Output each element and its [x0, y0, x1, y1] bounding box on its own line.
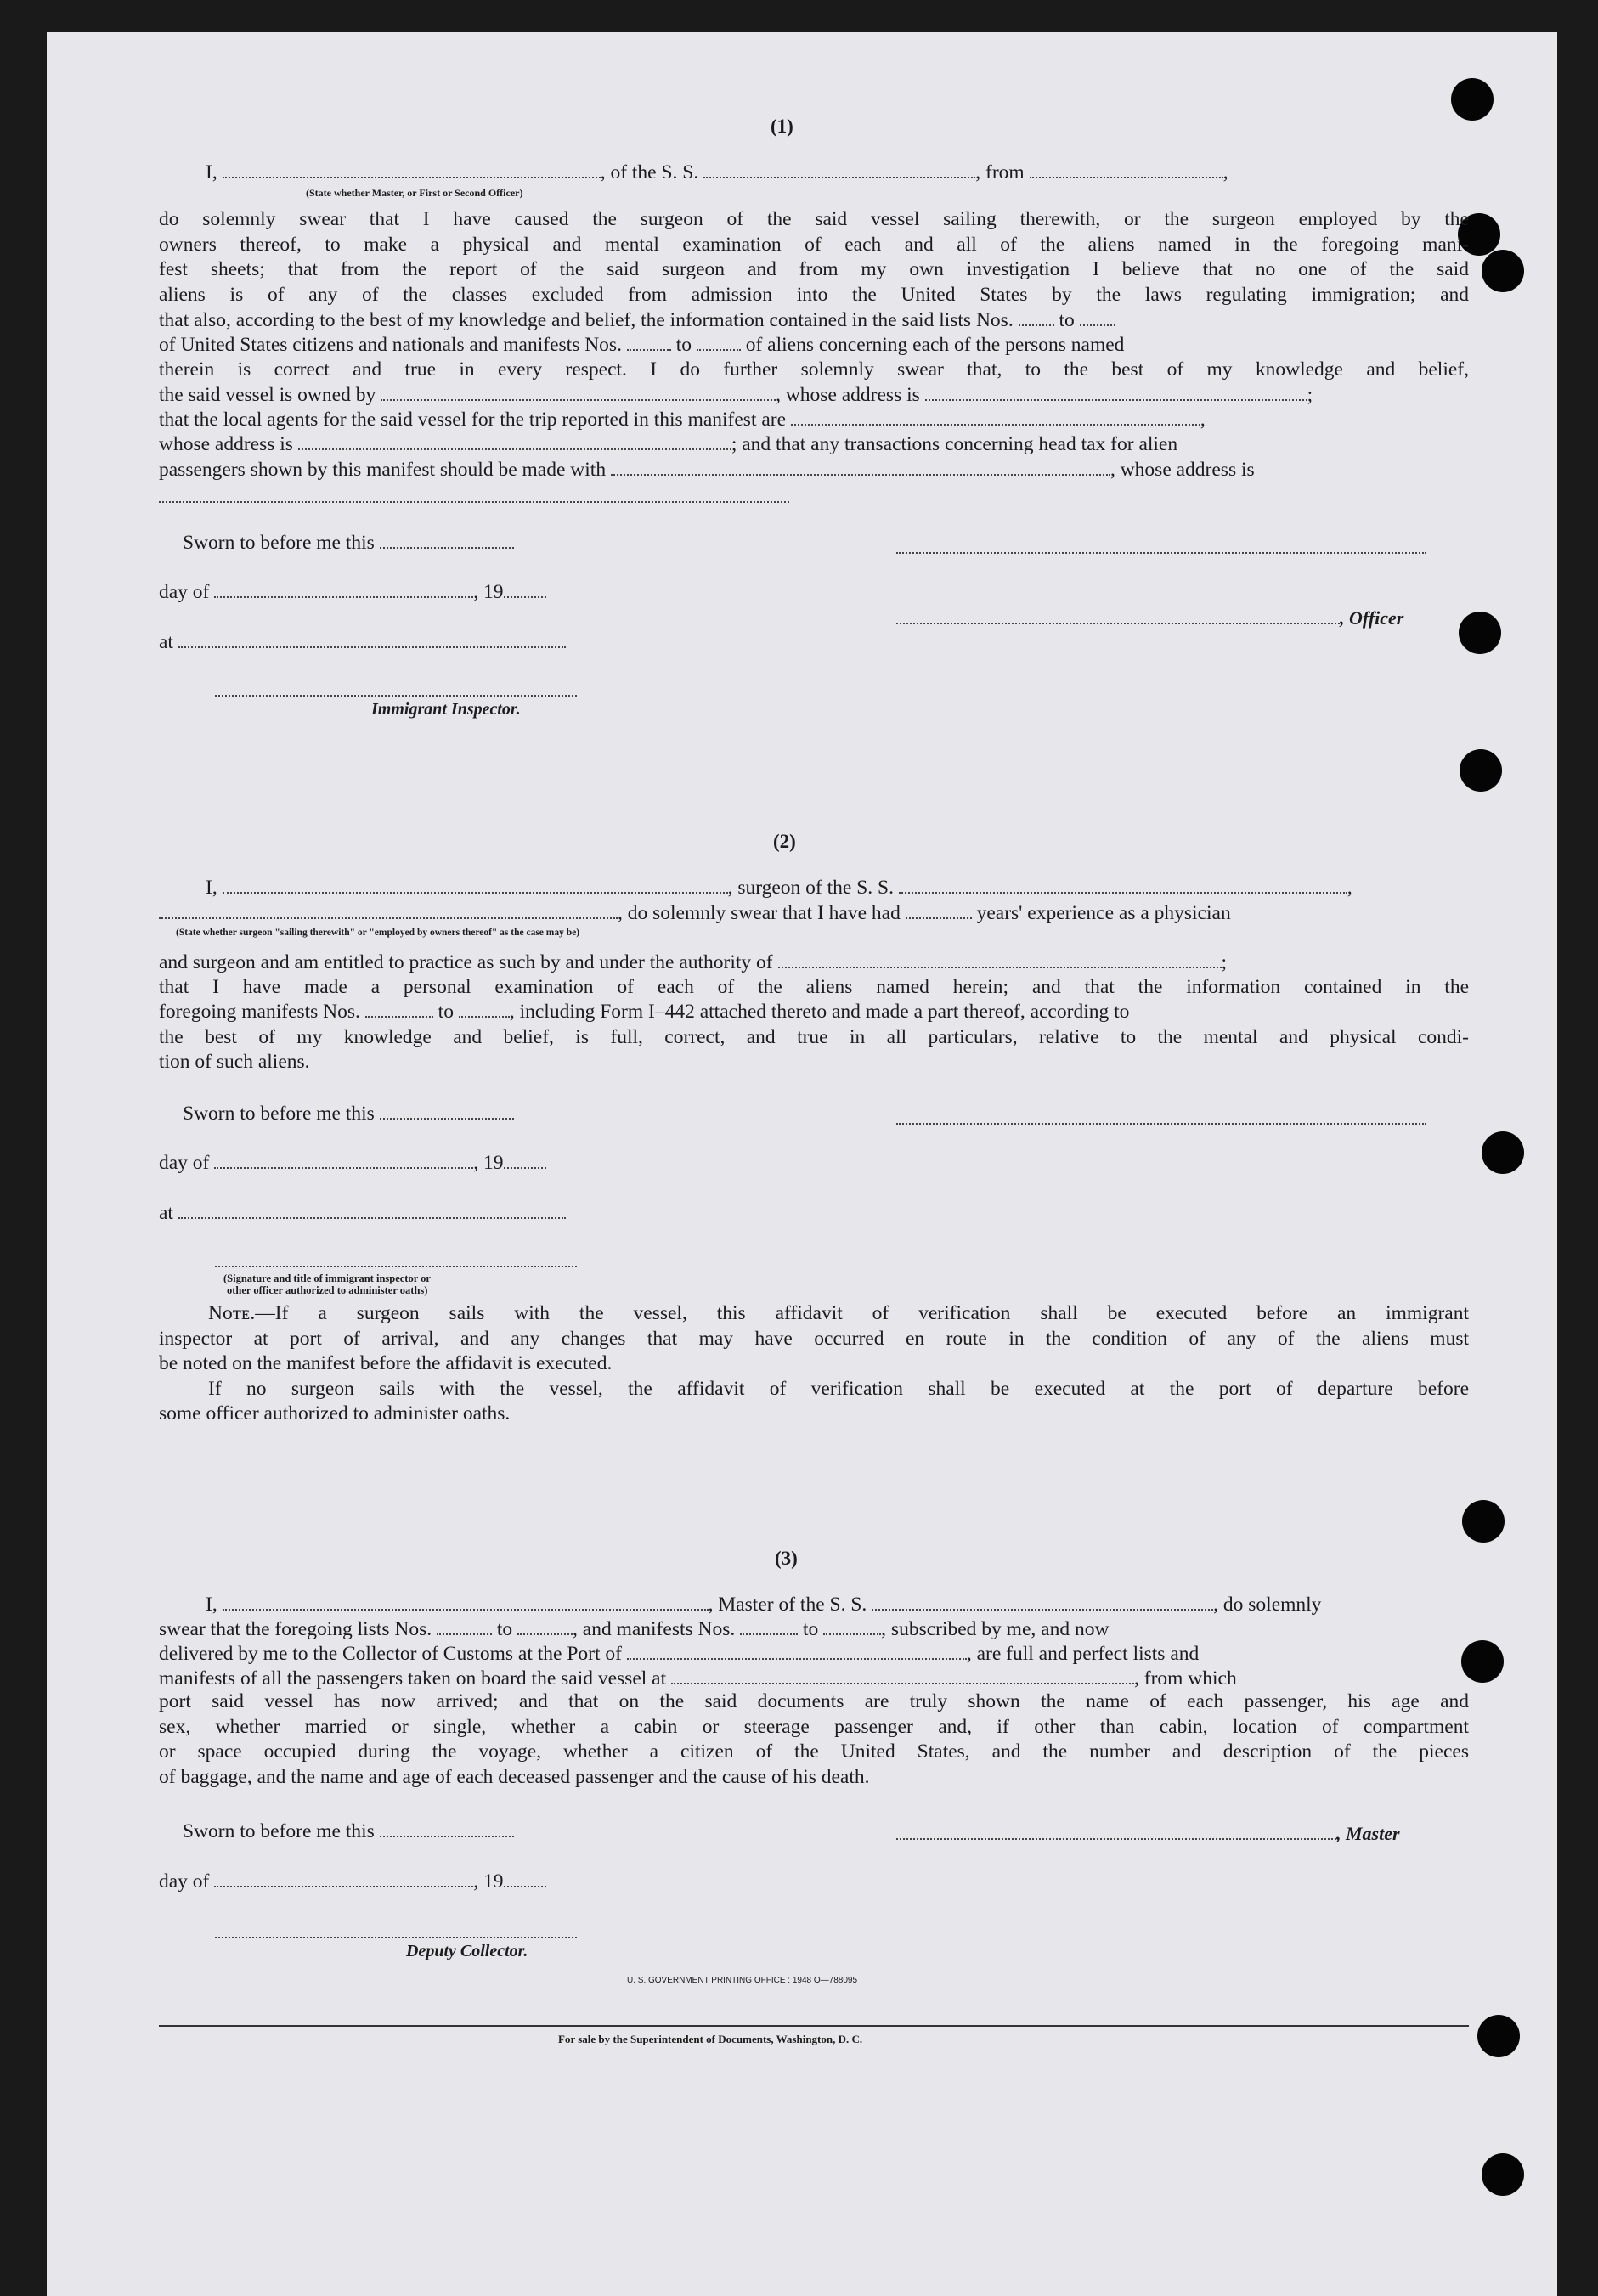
gpo-imprint: U. S. GOVERNMENT PRINTING OFFICE : 1948 O—788095	[627, 1976, 858, 1985]
immigrant-inspector-label: Immigrant Inspector.	[371, 700, 521, 719]
sec3-line2: swear that the foregoing lists Nos. to , and manifests Nos. to , subscribed by me, and now	[159, 1618, 1110, 1640]
sec3-lists-from-field[interactable]	[437, 1618, 492, 1635]
sec3-master-line: , Master	[896, 1823, 1400, 1846]
master-name-field[interactable]	[223, 1594, 709, 1611]
sec2-line4: that I have made a personal examination of each of the aliens named herein; and that the information contained in the	[159, 976, 1469, 998]
sec2-line6: the best of my knowledge and belief, is full, correct, and true in all particulars, relative to the mental and physical condi-	[159, 1026, 1469, 1048]
lists-to-field[interactable]	[1080, 309, 1115, 326]
deputy-collector-label: Deputy Collector.	[406, 1942, 528, 1960]
practice-authority-field[interactable]	[778, 951, 1222, 968]
from-port-field[interactable]	[1030, 161, 1223, 178]
sale-notice: For sale by the Superintendent of Documents, Washington, D. C.	[558, 2033, 863, 2045]
sec1-line9: the said vessel is owned by , whose address is ;	[159, 384, 1313, 406]
sec1-line11: whose address is ; and that any transactions concerning head tax for alien	[159, 433, 1178, 455]
vessel-owner-field[interactable]	[381, 384, 776, 401]
collector-signature-line[interactable]	[215, 1937, 577, 1938]
sec1-officer-field[interactable]	[896, 607, 1340, 624]
sec3-sworn: Sworn to before me this	[183, 1820, 514, 1843]
boarding-port-field[interactable]	[671, 1667, 1134, 1684]
footer-rule	[159, 2025, 1469, 2027]
sec2-year-field[interactable]	[504, 1152, 546, 1169]
sec1-line10: that the local agents for the said vessel for the trip reported in this manifest are ,	[159, 409, 1206, 431]
years-experience-field[interactable]	[906, 902, 972, 919]
sec1-month-field[interactable]	[214, 581, 473, 598]
surgeon-status-note: (State whether surgeon "sailing therewith" or "employed by owners thereof" as the case may be)	[176, 928, 580, 938]
binder-hole-3	[1482, 250, 1524, 292]
section-3-number: (3)	[775, 1548, 798, 1569]
sec1-year-field[interactable]	[504, 581, 546, 598]
manifests-to-field[interactable]	[697, 334, 741, 351]
sec2-sworn: Sworn to before me this	[183, 1103, 514, 1125]
sec2-line3: and surgeon and am entitled to practice as such by and under the authority of ;	[159, 951, 1228, 973]
manifests-from-field[interactable]	[627, 334, 671, 351]
binder-hole-9	[1477, 2015, 1520, 2057]
lists-from-field[interactable]	[1019, 309, 1054, 326]
sig-note-2: other officer authorized to administer oaths)	[227, 1284, 428, 1296]
officer-title-field[interactable]	[223, 161, 601, 178]
binder-hole-10	[1482, 2153, 1524, 2196]
sec2-line5: foregoing manifests Nos. to , including Form I–442 attached thereto and made a part thereof, according to	[159, 1001, 1130, 1023]
binder-hole-1	[1451, 78, 1494, 121]
sec2-vessel-field[interactable]	[899, 877, 1347, 894]
sec3-month-field[interactable]	[214, 1870, 473, 1887]
sec3-year-field[interactable]	[504, 1870, 546, 1887]
surgeon-status-field[interactable]	[159, 902, 618, 919]
sec2-at: at	[159, 1202, 566, 1225]
sec3-line1: I, , Master of the S. S. , do solemnly	[206, 1594, 1322, 1616]
sec3-dayof: day of , 19	[159, 1870, 546, 1893]
sec2-dayof: day of , 19	[159, 1152, 546, 1175]
agents-address-field[interactable]	[298, 433, 731, 450]
sec1-line12: passengers shown by this manifest should be made with , whose address is	[159, 459, 1255, 481]
sec1-line7: of United States citizens and nationals and manifests Nos. to of aliens concerning each of the persons named	[159, 334, 1125, 356]
surgeon-signature-line[interactable]	[896, 1123, 1426, 1125]
sec1-sworn: Sworn to before me this	[183, 532, 514, 555]
binder-hole-8	[1461, 1640, 1504, 1683]
local-agents-field[interactable]	[791, 409, 1200, 426]
owner-address-field[interactable]	[925, 384, 1307, 401]
sec1-officer-line: , Officer	[896, 607, 1403, 630]
sec2-manifest-to-field[interactable]	[459, 1001, 510, 1018]
sec1-line6: that also, according to the best of my knowledge and belief, the information contained in the said lists Nos. to	[159, 309, 1469, 332]
master-signature-field[interactable]	[896, 1823, 1336, 1840]
sec2-line1: I, , surgeon of the S. S. ,	[206, 877, 1352, 899]
sec1-body: do solemnly swear that I have caused the surgeon of the said vessel sailing therewith, or the surgeon employed by the owners thereof, to make a physical and mental examination of each and all of the aliens named in the foregoing mani- fest sheets; that from the report of the said surgeon and from my own investigation I believe that no one of the said aliens is of any of the classes excluded from admission into the United States by the laws regulating immigration; and	[159, 208, 1469, 306]
inspector-signature-line[interactable]	[215, 695, 577, 697]
sec3-manifests-to-field[interactable]	[823, 1618, 881, 1635]
sec1-dayof: day of , 19	[159, 581, 546, 604]
head-tax-address-field[interactable]	[159, 501, 789, 503]
sec3-vessel-field[interactable]	[872, 1594, 1213, 1611]
section-2-number: (2)	[773, 831, 796, 852]
section-1-number: (1)	[771, 116, 793, 137]
sec2-month-field[interactable]	[214, 1152, 473, 1169]
form-page	[47, 32, 1557, 2296]
binder-hole-5	[1460, 749, 1502, 792]
sig-note-1: (Signature and title of immigrant inspector or	[223, 1272, 431, 1284]
surgeon-name-field[interactable]	[223, 877, 728, 894]
sec3-sworn-day-field[interactable]	[380, 1820, 514, 1837]
sec2-place-field[interactable]	[178, 1202, 566, 1219]
binder-hole-4	[1459, 612, 1501, 654]
sec3-body: port said vessel has now arrived; and that on the said documents are truly shown the name of each passenger, his age and sex, whether married or single, whether a cabin or steerage passenger and, if other than cabin, location of compartment or space occupied during the voyage, whether a citizen of the United States, and the number and description of the pieces of baggage, and the name and age of each deceased passenger and the cause of his death.	[159, 1690, 1469, 1788]
sec2-line2: , do solemnly swear that I have had years' experience as a physician	[159, 902, 1231, 925]
sec3-lists-to-field[interactable]	[517, 1618, 573, 1635]
binder-hole-7	[1462, 1500, 1505, 1543]
sec2-official-signature-line[interactable]	[215, 1266, 577, 1267]
sec2-line7: tion of such aliens.	[159, 1051, 310, 1073]
sec1-signature-line[interactable]	[896, 552, 1426, 554]
sec2-sworn-day-field[interactable]	[380, 1103, 514, 1120]
sec1-line1: I, , of the S. S. , from ,	[206, 161, 1228, 183]
sec1-place-field[interactable]	[178, 631, 566, 648]
sec3-line3: delivered by me to the Collector of Customs at the Port of , are full and perfect lists and	[159, 1643, 1200, 1665]
sec3-line4: manifests of all the passengers taken on board the said vessel at , from which	[159, 1667, 1237, 1690]
vessel-name-field[interactable]	[703, 161, 975, 178]
sec1-at: at	[159, 631, 566, 654]
sec2-manifest-from-field[interactable]	[365, 1001, 433, 1018]
customs-port-field[interactable]	[627, 1643, 967, 1660]
sec2-note: Nᴏᴛᴇ.—If a surgeon sails with the vessel, this affidavit of verification shall be executed before an immigrant inspector at port of arrival, and any changes that may have occurred en route in the condition of any of the aliens must be noted on the manifest before the affidavit is executed. If no surgeon sails with the vessel, the affidavit of verification shall be executed at the port of departure before some officer authorized to administer oaths.	[159, 1302, 1469, 1424]
head-tax-contact-field[interactable]	[611, 459, 1110, 476]
sec3-manifests-from-field[interactable]	[740, 1618, 798, 1635]
sec1-line8: therein is correct and true in every respect. I do further solemnly swear that, to the best of my knowledge and belief,	[159, 358, 1469, 381]
binder-hole-6	[1482, 1131, 1524, 1174]
sec1-sworn-day-field[interactable]	[380, 532, 514, 549]
officer-title-note: (State whether Master, or First or Second Officer)	[306, 187, 523, 199]
